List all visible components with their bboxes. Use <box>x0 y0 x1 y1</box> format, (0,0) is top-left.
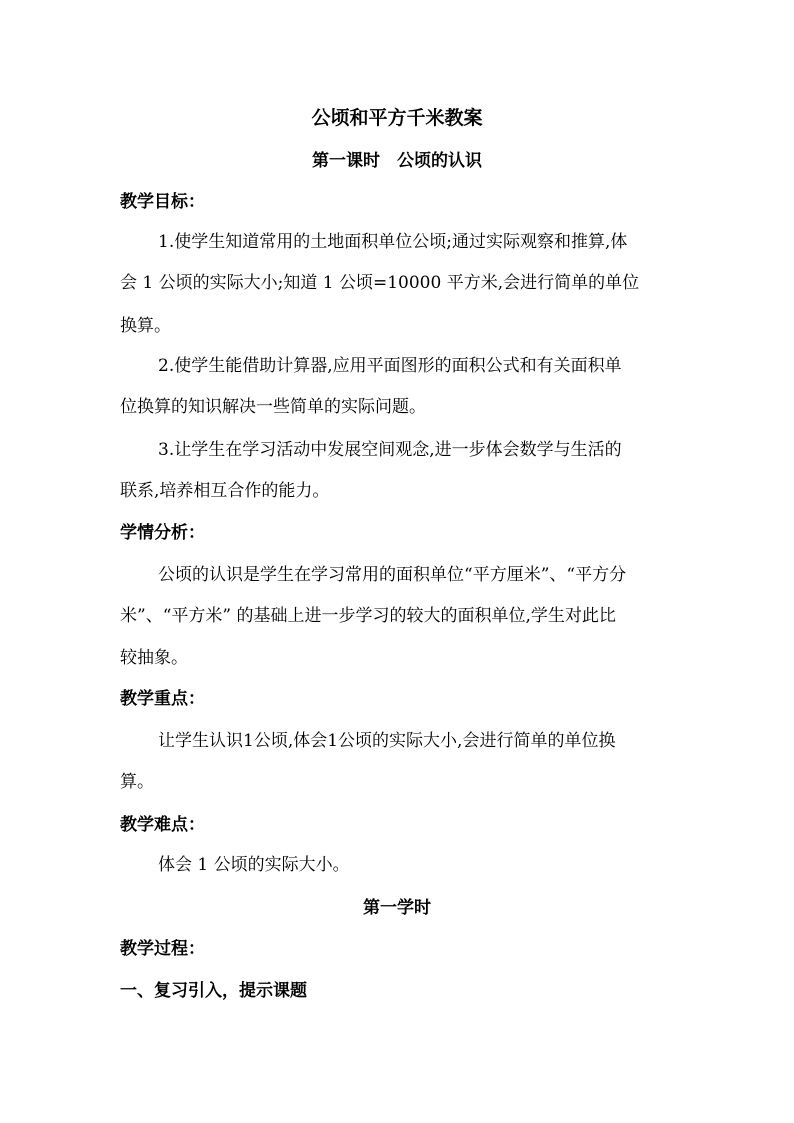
key-point-heading: 教学重点： <box>120 689 205 709</box>
objective-1-line-2: 会 1 公顷的实际大小;知道 1 公顷=10000 平方米,会进行简单的单位 <box>120 273 640 293</box>
lesson-subtitle: 第一课时 公顷的认识 <box>312 151 482 171</box>
objective-3-line-2: 联系,培养相互合作的能力。 <box>120 481 330 501</box>
objectives-heading: 教学目标： <box>120 192 205 212</box>
objective-2-line-1: 2.使学生能借助计算器,应用平面图形的面积公式和有关面积单 <box>158 356 622 376</box>
objective-1-line-3: 换算。 <box>120 316 171 336</box>
analysis-heading: 学情分析： <box>120 523 205 543</box>
process-heading: 教学过程： <box>120 939 205 959</box>
difficulty-heading: 教学难点： <box>120 815 205 835</box>
period-heading: 第一学时 <box>363 898 431 918</box>
objective-2-line-2: 位换算的知识解决一些简单的实际问题。 <box>120 397 426 417</box>
analysis-line-2: 米”、“平方米” 的基础上进一步学习的较大的面积单位,学生对此比 <box>120 606 616 626</box>
process-step-1: 一、复习引入，提示课题 <box>120 981 307 1001</box>
analysis-line-1: 公顷的认识是学生在学习常用的面积单位“平方厘米”、“平方分 <box>158 565 627 585</box>
key-point-line-2: 算。 <box>120 772 154 792</box>
analysis-line-3: 较抽象。 <box>120 648 188 668</box>
difficulty-line-1: 体会 1 公顷的实际大小。 <box>158 855 350 875</box>
document-title: 公顷和平方千米教案 <box>311 107 483 129</box>
objective-1-line-1: 1.使学生知道常用的土地面积单位公顷;通过实际观察和推算,体 <box>158 232 628 252</box>
objective-3-line-1: 3.让学生在学习活动中发展空间观念,进一步体会数学与生活的 <box>158 440 622 460</box>
key-point-line-1: 让学生认识1公顷,体会1公顷的实际大小,会进行简单的单位换 <box>158 731 616 751</box>
